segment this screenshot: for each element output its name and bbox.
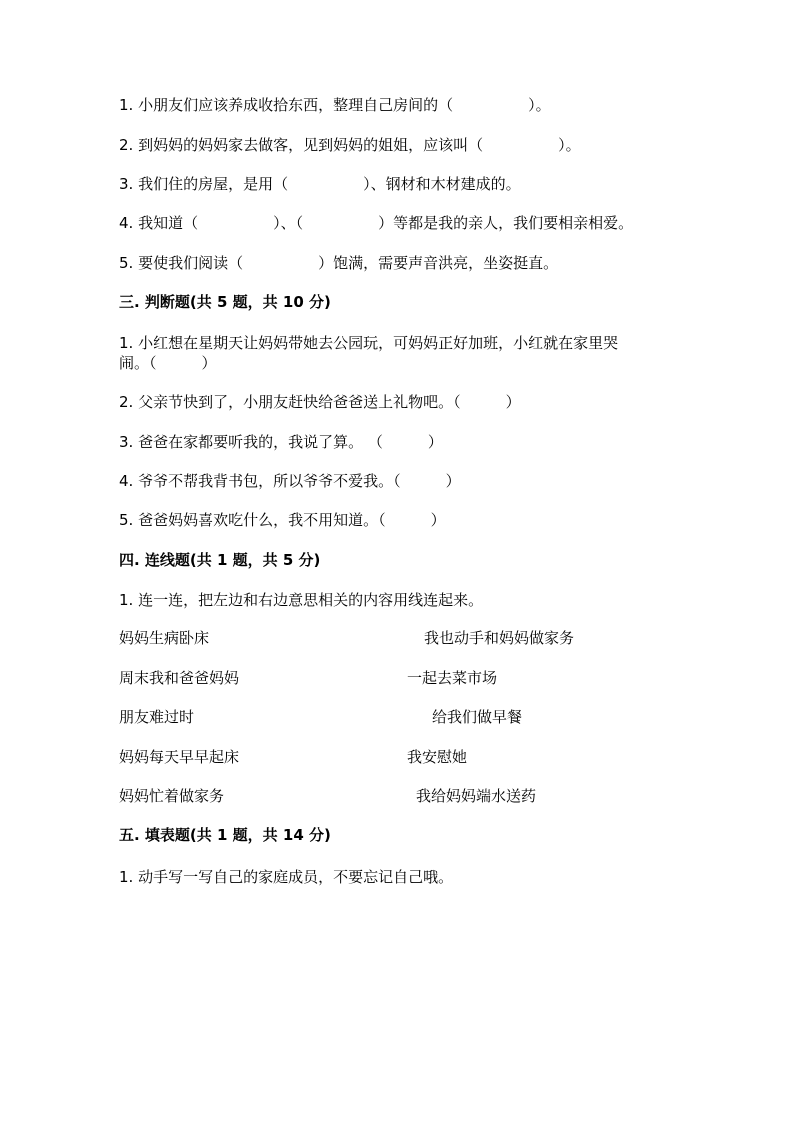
- fill-question-2: 2. 到妈妈的妈妈家去做客，见到妈妈的姐姐，应该叫（ ）。: [119, 136, 581, 154]
- judge-question-1-line-1: 1. 小红想在星期天让妈妈带她去公园玩，可妈妈正好加班，小红就在家里哭: [119, 334, 619, 352]
- match-right-item: 我给妈妈端水送药: [416, 787, 537, 805]
- table-question: 1. 动手写一写自己的家庭成员，不要忘记自己哦。: [119, 868, 454, 886]
- fill-question-5: 5. 要使我们阅读（ ）饱满，需要声音洪亮，坐姿挺直。: [119, 254, 559, 272]
- fill-question-4: 4. 我知道（ ）、（ ）等都是我的亲人，我们要相亲相爱。: [119, 214, 634, 232]
- match-right-item: 一起去菜市场: [407, 669, 498, 687]
- judge-question-5: 5. 爸爸妈妈喜欢吃什么，我不用知道。（ ）: [119, 511, 446, 529]
- match-left-item: 妈妈忙着做家务: [119, 787, 225, 805]
- match-left-item: 妈妈每天早早起床: [119, 748, 240, 766]
- match-left-item: 朋友难过时: [119, 708, 195, 726]
- section-3-heading: 三. 判断题(共 5 题，共 10 分): [119, 293, 331, 311]
- judge-question-3: 3. 爸爸在家都要听我的，我说了算。 （ ）: [119, 433, 443, 451]
- match-right-item: 我安慰她: [407, 748, 468, 766]
- section-4-heading: 四. 连线题(共 1 题，共 5 分): [119, 551, 321, 569]
- fill-question-3: 3. 我们住的房屋，是用（ ）、钢材和木材建成的。: [119, 175, 521, 193]
- match-question: 1. 连一连，把左边和右边意思相关的内容用线连起来。: [119, 591, 484, 609]
- fill-question-1: 1. 小朋友们应该养成收拾东西，整理自己房间的（ ）。: [119, 96, 551, 114]
- match-left-item: 妈妈生病卧床: [119, 629, 210, 647]
- match-right-item: 给我们做早餐: [432, 708, 523, 726]
- match-left-item: 周末我和爸爸妈妈: [119, 669, 240, 687]
- judge-question-2: 2. 父亲节快到了，小朋友赶快给爸爸送上礼物吧。（ ）: [119, 393, 521, 411]
- section-5-heading: 五. 填表题(共 1 题，共 14 分): [119, 826, 331, 844]
- match-right-item: 我也动手和妈妈做家务: [424, 629, 575, 647]
- judge-question-4: 4. 爷爷不帮我背书包，所以爷爷不爱我。（ ）: [119, 472, 461, 490]
- judge-question-1-line-2: 闹。（ ）: [119, 354, 217, 372]
